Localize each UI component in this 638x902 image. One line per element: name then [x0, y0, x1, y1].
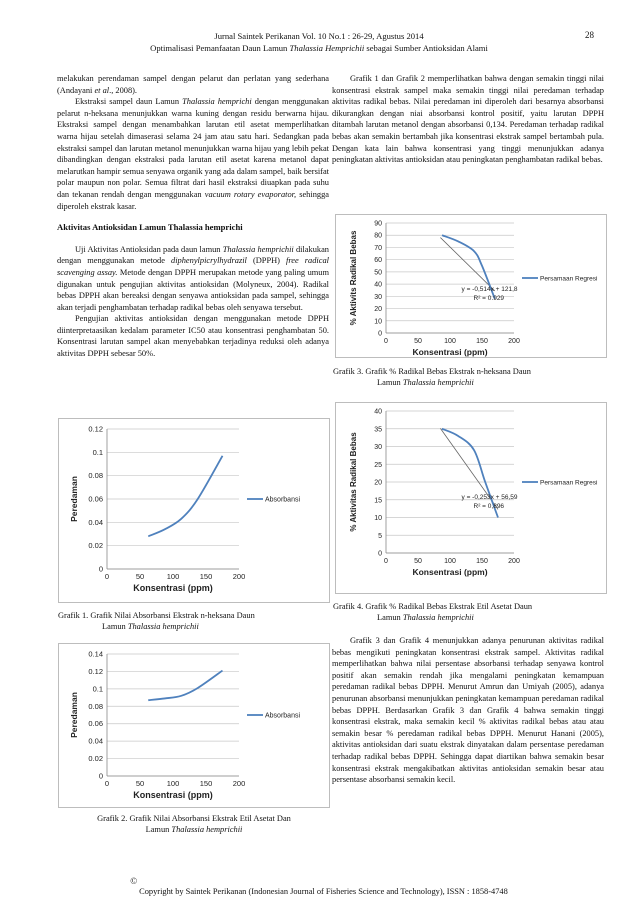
chart-4-xlabel: Konsentrasi (ppm)	[412, 567, 488, 577]
left-paragraph-1	[57, 73, 329, 96]
chart-3-xtick-label: 150	[476, 338, 488, 345]
copyright-footer	[0, 876, 638, 896]
chart-1-xlabel: Konsentrasi (ppm)	[133, 583, 213, 593]
chart-1-legend-label: Absorbansi	[265, 496, 301, 504]
chart-2-ytick-label: 0.04	[88, 736, 103, 746]
chart-3-ytick-label: 70	[374, 244, 382, 252]
chart-4-xtick-label: 50	[414, 558, 422, 565]
chart-3-ylabel: % Aktivits Radikal Bebas	[349, 230, 358, 326]
text-italic: et al	[94, 85, 110, 95]
left-paragraph-2	[57, 96, 329, 212]
chart-1	[59, 419, 329, 602]
caption-line-2	[58, 622, 199, 631]
caption-text: Grafik 1. Grafik Nilai Absorbansi Ekstrak n-heksana Daun	[58, 611, 255, 620]
chart-3-xtick-label: 50	[414, 338, 422, 345]
caption-italic: Thalassia hemprichii	[402, 613, 474, 622]
chart-4-legend-label: Persamaan Regresi	[540, 479, 598, 487]
chart-4-caption	[333, 601, 605, 623]
chart-1-xtick-label: 0	[104, 572, 110, 581]
chart-4-xtick-label: 200	[508, 558, 520, 565]
page-number: 28	[585, 30, 594, 40]
chart-3-ytick-label: 10	[374, 318, 382, 326]
chart-3-annotation-equation: y = -0,514x + 121,8	[461, 286, 518, 294]
chart-2-ytick-label: 0.1	[92, 684, 103, 694]
chart-3-xlabel: Konsentrasi (ppm)	[412, 347, 488, 357]
caption-text: Grafik 4. Grafik % Radikal Bebas Ekstrak Etil Asetat Daun	[333, 602, 533, 611]
chart-2-legend-label: Absorbansi	[265, 712, 301, 720]
copyright-symbol: ©	[130, 876, 138, 886]
left-column	[57, 73, 329, 360]
text-span: ., 2008).	[109, 85, 138, 95]
section-heading: Aktivitas Antioksidan Lamun Thalassia hemprichi	[57, 222, 243, 233]
chart-3-xtick-label: 0	[384, 338, 388, 345]
text-span: Uji Aktivitas Antioksidan pada daun lamun	[75, 244, 223, 254]
text-span: Ekstraksi sampel daun Lamun	[75, 97, 183, 107]
text-span: sehingga diperoleh ekstrak kasar.	[57, 189, 329, 211]
text-italic: free radical scavenging assay.	[57, 256, 329, 277]
chart-2-ytick-label: 0.08	[88, 701, 103, 711]
chart-1-ytick-label: 0.02	[88, 541, 103, 551]
text-span: Metode dengan DPPH merupakan metode yang paling umum digunakan untuk pengujian aktivitas antioksidan (Molyneux, 2004). Radikal bebas DPPH akan bereaksi dengan senyawa antioksidan pada sampel, sehingga akan terjadi penghambatan terhadap radikal bebas oleh senyawa tersebut.	[57, 267, 330, 312]
chart-1-ytick-label: 0.08	[88, 471, 103, 481]
chart-4	[336, 403, 606, 593]
chart-1-ytick-label: 0.04	[88, 517, 103, 527]
running-header	[0, 30, 638, 54]
chart-4-ytick-label: 10	[374, 515, 382, 522]
chart-1-series-line	[148, 456, 222, 537]
chart-1-xtick-label: 150	[199, 572, 213, 581]
chart-3-legend-label: Persamaan Regresi	[540, 275, 598, 283]
chart-4-xtick-label: 150	[476, 558, 488, 565]
text-span: dengan menggunakan pelarut n-heksana menunjukkan warna kuning dengan residu berwarna hijau. Ekstraksi sampel dengan menambahkan larutan etil asetat memperlihatkan warna hijau setelah dimaserasi selama 24 jam atau satu hari. Sedangkan pada ekstraksi sampel dan larutan metanol menunjukkan warna hijau yang lebih pekat dibandingkan dengan ekstraksi pada larutan etil asetat karena metanol dapat melarutkan hampir semua senyawa organik yang ada dalam sampel, baik bersifat polar maupun non polar. Semua filtrat dari hasil ekstraksi diuapkan pada suhu dan tekanan rendah dengan menggunakan	[57, 97, 329, 199]
chart-3-ytick-label: 40	[374, 281, 382, 289]
chart-2-xtick-label: 50	[135, 779, 145, 788]
caption-italic: Thalassia hemprichii	[171, 825, 243, 834]
chart-2-xtick-label: 100	[166, 779, 180, 788]
text-span: dilakukan dengan menggunakan metode	[57, 244, 329, 266]
chart-3-caption	[333, 366, 605, 388]
chart-2-ylabel: Peredaman	[69, 692, 79, 738]
chart-4-frame	[335, 402, 607, 594]
caption-text: Lamun	[145, 825, 172, 834]
title-part-a: Optimalisasi Pemanfaatan Daun Lamun	[150, 43, 290, 53]
chart-4-ytick-label: 15	[374, 497, 382, 505]
chart-4-annotation-equation: y = -0,253x + 56,59	[461, 494, 518, 502]
chart-4-ytick-label: 30	[374, 444, 382, 451]
chart-4-ytick-label: 25	[374, 461, 382, 469]
chart-4-ytick-label: 20	[374, 479, 382, 487]
chart-4-ytick-label: 5	[378, 532, 382, 540]
text-span: (DPPH)	[246, 256, 287, 266]
chart-4-ytick-label: 0	[378, 550, 382, 558]
text-italic: diphenylpicrylhydrazil	[171, 256, 247, 266]
text-span: melakukan perendaman sampel dengan pelarut dan perlatan yang sederhana (Andayani	[57, 74, 329, 95]
text-italic: Thalassia hemprichi	[182, 97, 252, 107]
chart-4-xtick-label: 0	[384, 558, 388, 565]
chart-3-ytick-label: 60	[374, 257, 382, 265]
chart-1-ytick-label: 0	[98, 564, 103, 574]
text-italic: Thalassia hemprichii	[222, 244, 294, 254]
left-paragraph-4: Pengujian aktivitas antioksidan dengan menggunakan metode DPPH diinterpretaasikan kedalam parameter IC50 atau konsentrasi penghambatan 50. Konsentrasi larutan sampel akan menyebabkan terjadinya reduksi oleh adanya aktivitas DPPH sebesar 50%.	[57, 314, 329, 359]
chart-1-ylabel: Peredaman	[69, 476, 79, 522]
chart-2-ytick-label: 0.02	[88, 754, 103, 764]
chart-2-xlabel: Konsentrasi (ppm)	[133, 790, 213, 800]
chart-1-xtick-label: 200	[232, 572, 246, 581]
chart-2-series-line	[148, 671, 222, 701]
chart-2	[59, 644, 329, 807]
chart-2-xtick-label: 200	[232, 779, 246, 788]
chart-2-frame	[58, 643, 330, 808]
journal-line: Jurnal Saintek Perikanan Vol. 10 No.1 : 26-29, Agustus 2014	[214, 31, 424, 41]
chart-2-xtick-label: 0	[104, 779, 110, 788]
chart-1-xtick-label: 50	[135, 572, 145, 581]
caption-text: Grafik 2. Grafik Nilai Absorbansi Ekstrak Etil Asetat Dan	[97, 814, 291, 823]
left-paragraph-3	[57, 244, 329, 314]
chart-3-ytick-label: 20	[374, 306, 382, 314]
article-title-line	[0, 42, 638, 54]
chart-2-ytick-label: 0	[98, 771, 103, 781]
chart-1-ytick-label: 0.06	[88, 494, 103, 504]
chart-3-ytick-label: 50	[374, 269, 382, 277]
chart-1-caption	[58, 610, 330, 632]
caption-line-2	[333, 378, 474, 387]
right-column-top	[332, 73, 604, 166]
chart-4-ytick-label: 35	[374, 426, 382, 434]
chart-1-xtick-label: 100	[166, 572, 180, 581]
chart-4-annotation-r2: R² = 0,896	[473, 503, 505, 511]
caption-text: Grafik 3. Grafik % Radikal Bebas Ekstrak n-heksana Daun	[333, 367, 531, 376]
title-part-italic: Thalassia Hemprichii	[289, 43, 365, 53]
chart-1-frame	[58, 418, 330, 603]
right-paragraph-1: Grafik 1 dan Grafik 2 memperlihatkan bahwa dengan semakin tinggi nilai konsentrasi ekstrak sampel maka semakin tinggi nilai peredaman terhadap aktivitas radikal bebas. Nilai peredaman ini diperoleh dari besarnya absorbansi dikurangkan dengan niai absorbansi kontrol positif, yaitu larutan DPPH ditambah larutan metanol dengan absorbansi 0,134. Peredaman terhadap radikal bebas akan semakin bertambah jika konsentrasi ekstrak sampel bertambah pula. Dengan kata lain bahwa konsentrasi yang tinggi menunjukkan adanya peningkatan aktivitas antioksidan atau peningkatan penghambatan radikal bebas.	[332, 74, 604, 165]
chart-1-ytick-label: 0.12	[88, 424, 103, 434]
title-part-b: sebagai Sumber Antioksidan Alami	[364, 43, 488, 53]
chart-3-ytick-label: 80	[374, 232, 382, 240]
chart-2-ytick-label: 0.14	[88, 649, 103, 659]
caption-italic: Thalassia hemprichii	[402, 378, 474, 387]
chart-2-ytick-label: 0.06	[88, 719, 103, 729]
caption-line-2	[333, 613, 474, 622]
chart-3-xtick-label: 100	[444, 338, 456, 345]
chart-4-ylabel: % Aktivitas Radikal Bebas	[349, 432, 358, 532]
chart-4-ytick-label: 40	[374, 408, 382, 416]
chart-2-ytick-label: 0.12	[88, 666, 103, 676]
copyright-text: Copyright by Saintek Perikanan (Indonesian Journal of Fisheries Science and Technology), ISSN : 1858-4748	[139, 886, 508, 896]
right-paragraph-2: Grafik 3 dan Grafik 4 menunjukkan adanya penurunan aktivitas radikal bebas mengikuti peningkatan konsentrasi ekstrak sampel. Aktivitas radikal memperlihatkan bahwa nilai persentase absorbansi terhadap senyawa kontrol positif akan semakin rendah jika mengalami peningkatan kemampuan peredaman radikal bebas DPPH. Menurut Amrun dan Umiyah (2005), adanya penurunan absorbansi menunjukkan peningkatan kemampuan peredaman radikal bebas DPPH. Berdasarkan Grafik 3 dan Grafik 4 bahwa semakin tinggi konsentrasi ekstrak, maka semakin kecil % aktivitas radikal bebas atau atau semakin besar % peredaman radikal bebas DPPH. Menurut Hanani (2005), aktivitas antioksidan dari suatu ekstrak dinyatakan dalam persentase peredaman terhadap radikal bebas DPPH. Sehingga dapat diartikan bahwa semakin besar konsentrasi ekstrak mengakibatkan aktivitas antioksidan semakin besar atau persentase absorbansi semakin kecil.	[332, 636, 604, 785]
caption-text: Lamun	[377, 378, 403, 387]
chart-3-ytick-label: 0	[378, 330, 382, 338]
chart-2-xtick-label: 150	[199, 779, 213, 788]
chart-3-ytick-label: 90	[374, 220, 382, 228]
chart-3-frame	[335, 214, 607, 358]
caption-text: Lamun	[377, 613, 403, 622]
chart-1-ytick-label: 0.1	[92, 447, 103, 457]
text-italic: vacuum rotary evaporator,	[204, 189, 297, 199]
chart-3-annotation-r2: R² = 0.929	[473, 295, 505, 303]
chart-4-xtick-label: 100	[444, 558, 456, 565]
chart-3	[336, 215, 606, 357]
chart-3-xtick-label: 200	[508, 338, 520, 345]
chart-3-ytick-label: 30	[374, 293, 382, 301]
right-column-bottom	[332, 635, 604, 786]
caption-text: Lamun	[102, 622, 128, 631]
caption-italic: Thalassia hemprichii	[127, 622, 199, 631]
chart-2-caption	[58, 813, 330, 835]
